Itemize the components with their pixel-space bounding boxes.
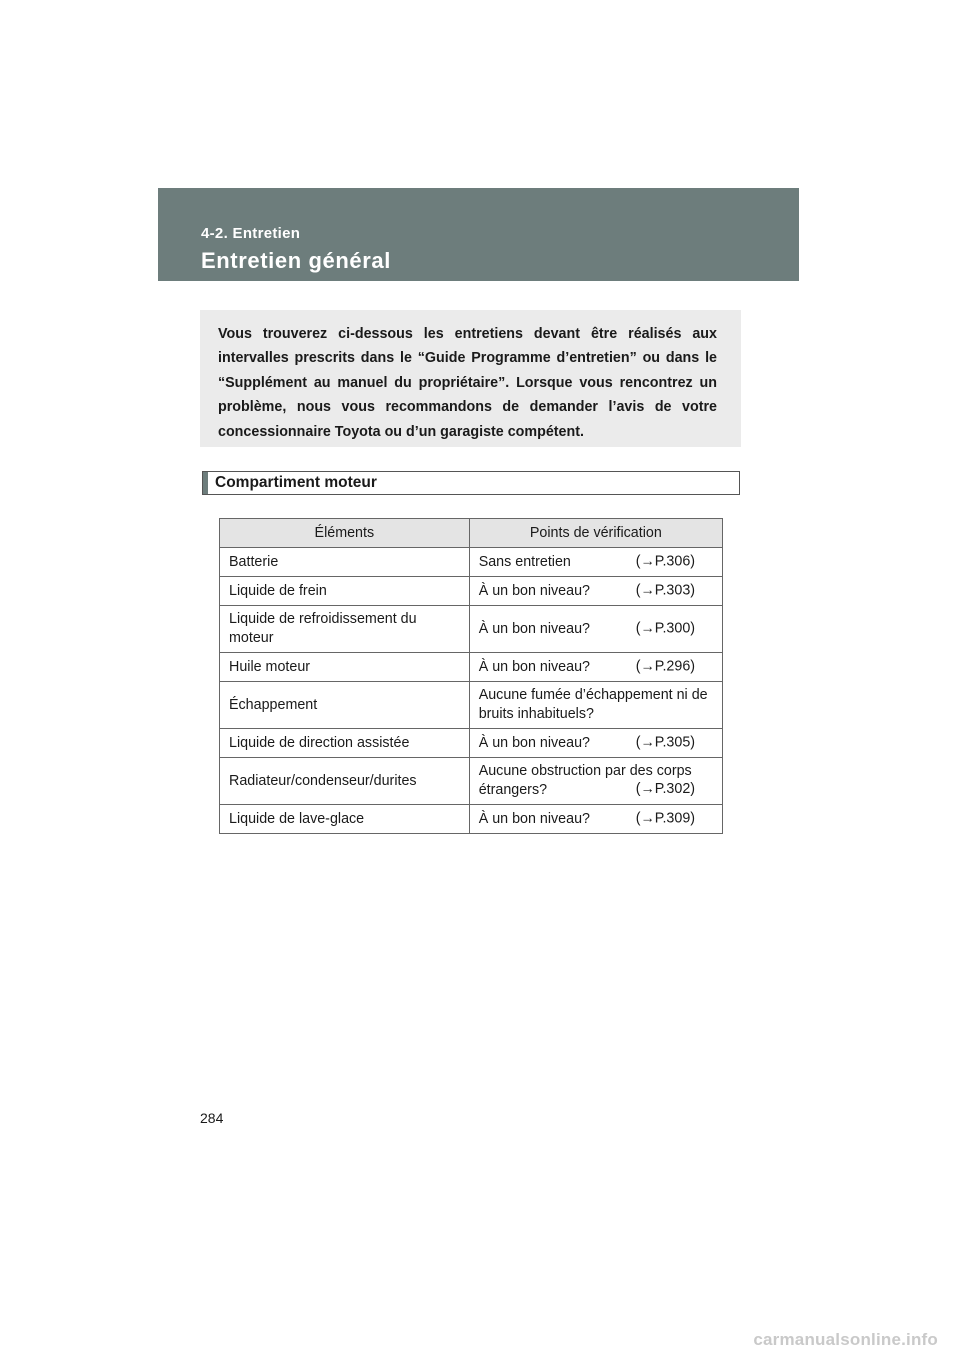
- item-cell: Liquide de frein: [220, 577, 470, 606]
- item-cell: Radiateur/condenseur/durites: [220, 758, 470, 805]
- check-cell: [469, 653, 722, 682]
- item-cell: Liquide de refroidissement du moteur: [220, 606, 470, 653]
- check-cell: [469, 805, 722, 834]
- check-text: À un bon niveau?: [478, 734, 590, 751]
- table-row: [220, 805, 723, 834]
- check-cell: [469, 682, 722, 729]
- check-cell: [469, 758, 722, 805]
- item-cell: Échappement: [220, 682, 470, 729]
- check-cell: [469, 606, 722, 653]
- check-text: Aucune fumée d’échappement ni de bruits inhabituels?: [478, 687, 708, 722]
- page-reference: (→P.300): [635, 620, 696, 637]
- table-row: [220, 653, 723, 682]
- chapter-header: [158, 188, 799, 281]
- check-text: Sans entretien: [478, 553, 571, 570]
- check-text: Aucune obstruction par des corps étrangers?: [478, 763, 692, 798]
- check-text: À un bon niveau?: [478, 620, 590, 637]
- check-text: À un bon niveau?: [478, 582, 590, 599]
- intro-box: [200, 310, 741, 447]
- check-cell: [469, 729, 722, 758]
- table-row: [220, 606, 723, 653]
- page-reference: (→P.303): [635, 582, 696, 599]
- intro-text: Vous trouverez ci-dessous les entretiens devant être réalisés aux intervalles prescrits dans le “Guide Programme d’entretien” ou dans le “Supplément au manuel du propriétaire”. Lorsque vous rencontrez un problème, nous vous recommandons de demander l’avis de votre concessionnaire Toyota ou d’un garagiste compétent.: [218, 326, 717, 440]
- page-title: Entretien général: [201, 248, 391, 273]
- page-reference: (→P.302): [635, 781, 696, 797]
- table-row: [220, 729, 723, 758]
- page-reference: (→P.309): [635, 810, 696, 827]
- page-number: 284: [200, 1110, 224, 1126]
- check-text: À un bon niveau?: [478, 810, 590, 827]
- page-reference: (→P.306): [635, 553, 696, 570]
- table-row: [220, 577, 723, 606]
- table-row: [220, 758, 723, 805]
- item-cell: Liquide de direction assistée: [220, 729, 470, 758]
- column-header-checks: Points de vérification: [469, 519, 722, 548]
- maintenance-table: [219, 518, 723, 834]
- section-heading: [202, 471, 740, 495]
- check-cell: [469, 577, 722, 606]
- item-cell: Huile moteur: [220, 653, 470, 682]
- page-reference: (→P.305): [635, 734, 696, 751]
- page-reference: (→P.296): [635, 658, 696, 675]
- section-label: 4-2. Entretien: [201, 225, 301, 242]
- table-row: [220, 682, 723, 729]
- column-header-items: Éléments: [220, 519, 470, 548]
- table-header-row: [220, 519, 723, 548]
- watermark-text: carmanualsonline.info: [753, 1330, 938, 1349]
- section-heading-text: Compartiment moteur: [215, 474, 377, 491]
- table-row: [220, 548, 723, 577]
- check-text: À un bon niveau?: [478, 658, 590, 675]
- check-cell: [469, 548, 722, 577]
- item-cell: Batterie: [220, 548, 470, 577]
- item-cell: Liquide de lave-glace: [220, 805, 470, 834]
